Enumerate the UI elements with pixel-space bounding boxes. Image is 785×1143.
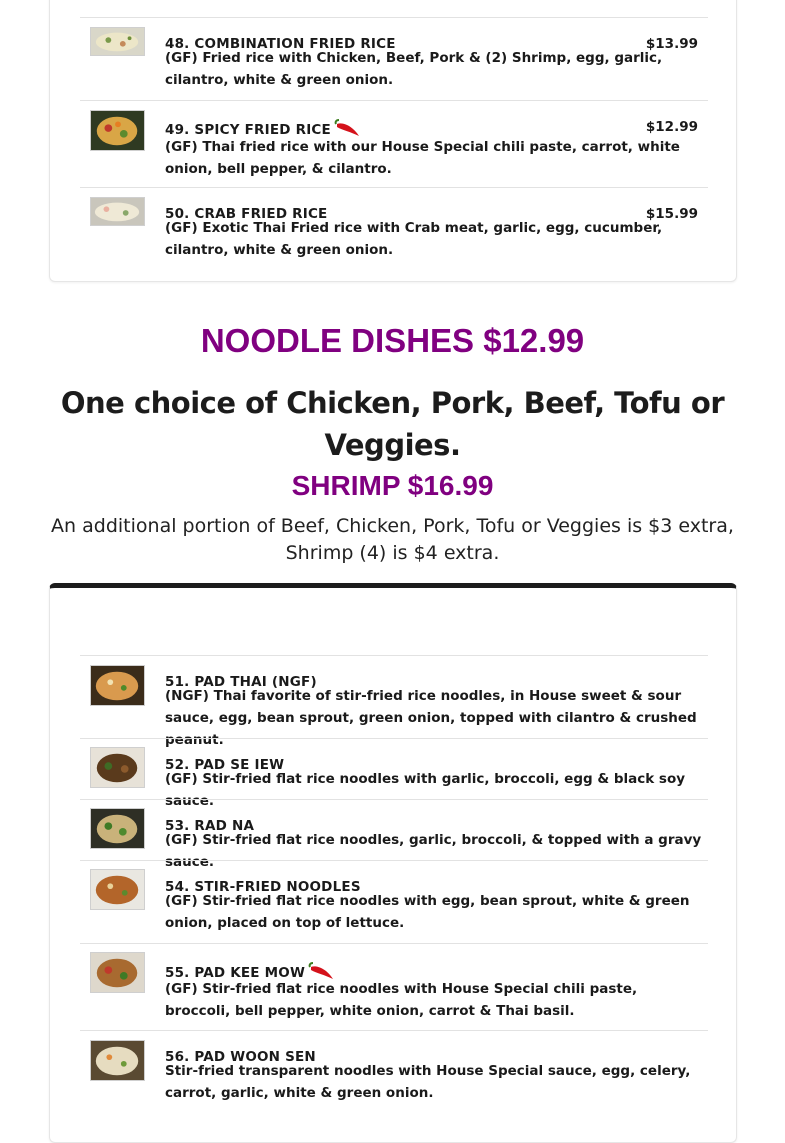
item-description: (GF) Stir-fried flat rice noodles with egg, bean sprout, white & green onion, placed on top of lettuce. [165, 893, 690, 931]
item-name-text: 55. PAD KEE MOW [165, 965, 306, 981]
protein-choice-heading: One choice of Chicken, Pork, Beef, Tofu or Veggies. [60, 386, 725, 462]
item-description: Stir-fried transparent noodles with House Special sauce, egg, celery, carrot, garlic, white & green onion. [165, 1063, 691, 1101]
menu-item-53[interactable] [80, 799, 708, 870]
item-name-text: 49. SPICY FRIED RICE [165, 122, 331, 138]
dish-photo [90, 869, 145, 910]
item-name: 50. CRAB FRIED RICE [165, 206, 328, 222]
item-name: 52. PAD SE IEW [165, 757, 285, 773]
shrimp-price: SHRIMP $16.99 [291, 470, 494, 501]
dish-photo [90, 665, 145, 706]
item-description: (GF) Fried rice with Chicken, Beef, Pork & (2) Shrimp, egg, garlic, cilantro, white & green onion. [165, 50, 663, 88]
menu-item-56[interactable] [80, 1030, 708, 1130]
dish-photo [90, 808, 145, 849]
dish-photo [90, 952, 145, 993]
item-description: (GF) Stir-fried flat rice noodles with garlic, broccoli, egg & black soy sauce. [165, 771, 686, 809]
item-price: $12.99 [645, 119, 698, 135]
section-title: NOODLE DISHES $12.99 [200, 322, 585, 359]
item-description: (GF) Stir-fried flat rice noodles, garlic, broccoli, & topped with a gravy sauce. [165, 832, 702, 870]
item-name: 53. RAD NA [165, 818, 255, 834]
item-description: (NGF) Thai favorite of stir-fried rice noodles, in House sweet & sour sauce, egg, bean sprout, green onion, topped with cilantro & crushed peanut. [165, 688, 697, 748]
dish-photo [90, 110, 145, 151]
dish-photo [90, 1040, 145, 1081]
item-price: $15.99 [645, 206, 698, 222]
item-description: (GF) Stir-fried flat rice noodles with House Special chili paste, broccoli, bell pepper, white onion, carrot & Thai basil. [165, 981, 638, 1019]
menu-item-50[interactable] [80, 187, 708, 271]
item-price: $13.99 [645, 36, 698, 52]
item-description: (GF) Thai fried rice with our House Special chili paste, carrot, white onion, bell pepper, & cilantro. [165, 139, 680, 177]
dish-photo [90, 27, 145, 56]
dish-photo [90, 747, 145, 788]
menu-item-55[interactable] [80, 943, 708, 1031]
dish-photo [90, 197, 145, 226]
menu-item-54[interactable] [80, 860, 708, 944]
item-name: 56. PAD WOON SEN [165, 1049, 316, 1065]
item-description: (GF) Exotic Thai Fried rice with Crab meat, garlic, egg, cucumber, cilantro, white & green onion. [165, 220, 663, 258]
noodle-menu-card [49, 583, 737, 1143]
menu-item-51[interactable] [80, 655, 708, 748]
item-name: 51. PAD THAI (NGF) [165, 674, 317, 690]
menu-item-52[interactable] [80, 738, 708, 809]
menu-item-48[interactable] [80, 17, 708, 101]
menu-item-49[interactable] [80, 100, 708, 188]
fried-rice-menu-card [49, 0, 737, 282]
extra-portion-note: An additional portion of Beef, Chicken, Pork, Tofu or Veggies is $3 extra, Shrimp (4) is $4 extra. [51, 515, 734, 564]
item-name: 54. STIR-FRIED NOODLES [165, 879, 361, 895]
item-name: 48. COMBINATION FRIED RICE [165, 36, 396, 52]
